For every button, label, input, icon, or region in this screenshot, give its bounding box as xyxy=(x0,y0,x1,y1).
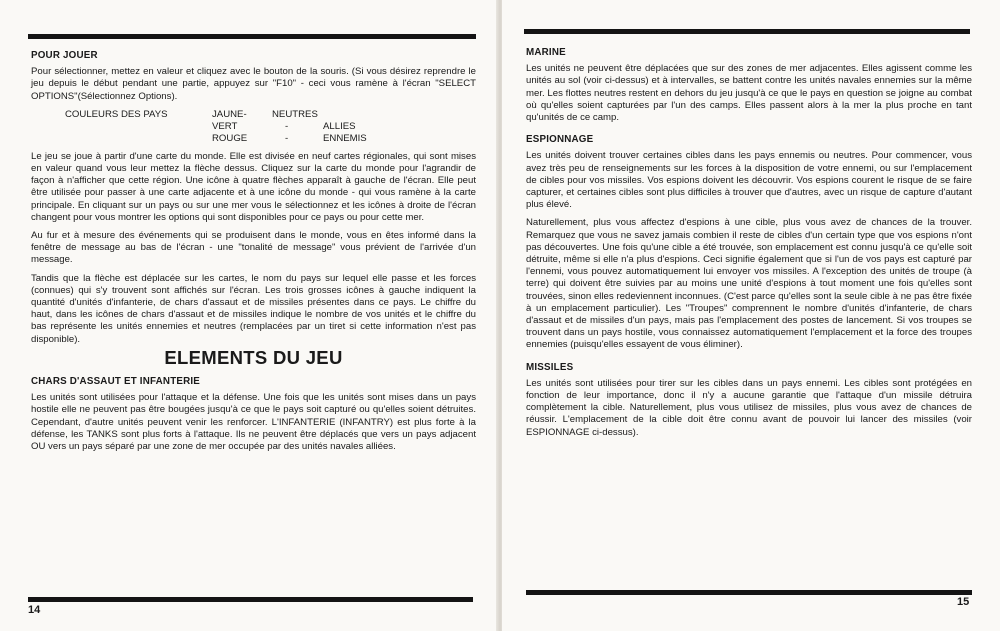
paragraph: Naturellement, plus vous affectez d'espions à une cible, plus vous avez de chances de la trouver. Remarquez que vous ne savez jamais combien il reste de cibles d'un certain type que vos espions n'ont pas découvertes. Une fois qu'une cible a été trouvée, son emplacement est connu jusqu'à ce qu'elle soit détruite, même si elle n'a plus d'espions. Ceci signifie également que si l'un de vos pays est capturé par l'ennemi, vous pouvez automatiquement lui envoyer vos missiles. A l'exception des unités de troupe (à terre) qui doivent être suivies par au moins une unité d'espions à tout moment une fois qu'elles sont trouvées, sinon elles redeviennent inconnues. (C'est parce qu'elles sont la seule cible à ne pas être fixée à un emplacement particulier). Les "Troupes" comprennent le nombre d'unités d'infanterie, de chars d'assaut et de missiles d'un pays, mais pas l'emplacement des postes de lancement. Si vos troupes se trouvent dans un pays hostile, vous connaissez automatiquement l'emplacement et la force des troupes ennemies (puisqu'elles essayent de vous éliminer). xyxy=(526,217,972,351)
country-colors-table xyxy=(65,109,476,145)
paragraph: Les unités ne peuvent être déplacées que sur des zones de mer adjacentes. Elles agissent comme les unités au sol (voir ci-dessus) et à intervalles, se battent contre les unités navales ennemies sur la même mer. Les flottes neutres restent en dehors du jeu jusqu'à ce que le pays en question se joigne au combat où qu'elles soient capturées par l'un des camps. Elles passent alors à la mer la plus proche en tant qu'unités de ce camp. xyxy=(526,63,972,124)
color-name: VERT xyxy=(212,120,238,132)
section-heading-chars: CHARS D'ASSAUT ET INFANTERIE xyxy=(31,376,201,388)
right-page-content xyxy=(526,47,972,445)
bottom-rule xyxy=(526,590,972,595)
section-heading-espionnage: ESPIONNAGE xyxy=(526,134,594,146)
section-heading-marine: MARINE xyxy=(526,47,566,58)
paragraph: Les unités doivent trouver certaines cibles dans les pays ennemis ou neutres. Pour commencer, vous avez très peu de renseignements sur les forces à la disposition de votre ennemi, ou sur l'emplacement de cibles pour vos missiles. Vos espions doivent les découvrir. Vos espions courent le risque de se faire capturer, et certaines cibles sont plus difficiles à trouver que d'autres, avec un risque de capture d'autant plus élevé. xyxy=(526,150,972,211)
section-title: ELEMENTS DU JEU xyxy=(164,346,343,368)
page-number: 15 xyxy=(957,596,970,608)
color-separator: - xyxy=(285,120,289,132)
left-page xyxy=(0,0,498,631)
section-heading-missiles: MISSILES xyxy=(526,361,574,373)
left-page-content xyxy=(31,50,476,459)
paragraph: Les unités sont utilisées pour tirer sur les cibles dans un pays ennemi. Les cibles sont protégées en fonction de leur importance, donc il n'y a aucune garantie que l'attaque d'un missile détruira complètement la cible. Naturellement, plus vous utilisez de missiles, plus vous avez de chances de réussir. L'emplacement de la cible doit être connu avant de pouvoir lui lancer des missiles (voir ESPIONNAGE ci-dessus). xyxy=(526,377,972,438)
color-meaning: ENNEMIS xyxy=(323,132,367,144)
right-page xyxy=(502,0,1000,631)
page-number: 14 xyxy=(28,604,41,616)
color-meaning: NEUTRES xyxy=(272,108,318,120)
top-rule xyxy=(524,29,970,34)
paragraph: Au fur et à mesure des événements qui se produisent dans le monde, vous en êtes informé dans la fenêtre de message au bas de l'écran - une "tonalité de message" vous prévient de l'arrivée d'un message. xyxy=(31,230,476,266)
bottom-rule xyxy=(28,597,473,602)
color-name: JAUNE- xyxy=(212,108,247,120)
section-heading-pour-jouer: POUR JOUER xyxy=(31,50,98,61)
top-rule xyxy=(28,34,476,39)
color-meaning: ALLIES xyxy=(323,120,356,132)
paragraph: Le jeu se joue à partir d'une carte du monde. Elle est divisée en neuf cartes régionales, qui sont mises en valeur quand vous leur mettez la flèche dessus. Cliquez sur la carte du monde pour l'agrandir de façon à n'afficher que cette région. Une icône à quatre flèches apparaît à gauche de l'écran. Elle peut être utilisée pour passer à une carte adjacente et à une icône du monde - qui vous ramène à la carte principale. En cliquant sur un pays ou sur une mer vous le sélectionnez et les icônes à droite de l'écran changent pour vous montrer les options qui sont disponibles pour ce pays ou pour cette mer. xyxy=(31,150,476,223)
paragraph: Pour sélectionner, mettez en valeur et cliquez avec le bouton de la souris. (Si vous désirez reprendre le jeu depuis le début pendant une partie, appuyez sur "F10" - ceci vous ramène à l'écran "SELECT OPTIONS"(Sélectionnez Options). xyxy=(31,66,476,102)
colors-label: COULEURS DES PAYS xyxy=(65,108,168,120)
paragraph: Tandis que la flèche est déplacée sur les cartes, le nom du pays sur lequel elle passe et les forces (connues) qui s'y trouvent sont affichés sur l'écran. Les trois grosses icônes à gauche indiquent la quantité d'unités d'infanterie, de chars d'assaut et de missiles présentes dans ce pays. Le chiffre du haut, dans les icônes de chars d'assaut et de missiles indique le nombre de vos unités et le chiffre du bas représente les unités ennemies et neutres (remplacées par un tiret si cette information n'est pas disponible). xyxy=(31,272,476,345)
color-separator: - xyxy=(285,132,289,144)
color-name: ROUGE xyxy=(212,132,248,144)
paragraph: Les unités sont utilisées pour l'attaque et la défense. Une fois que les unités sont mises dans un pays hostile elle ne peuvent pas être bougées jusqu'à ce que le pays soit capturé ou qu'elles soient détruites. Cependant, d'autre unités peuvent venir les renforcer. L'INFANTERIE (INFANTRY) est plus forte à la défense, les TANKS sont plus forts à l'attaque. Ils ne peuvent être déplacés que vers un pays adjacent OU vers un pays séparé par une zone de mer occupée par des unités navales alliées. xyxy=(31,392,476,453)
